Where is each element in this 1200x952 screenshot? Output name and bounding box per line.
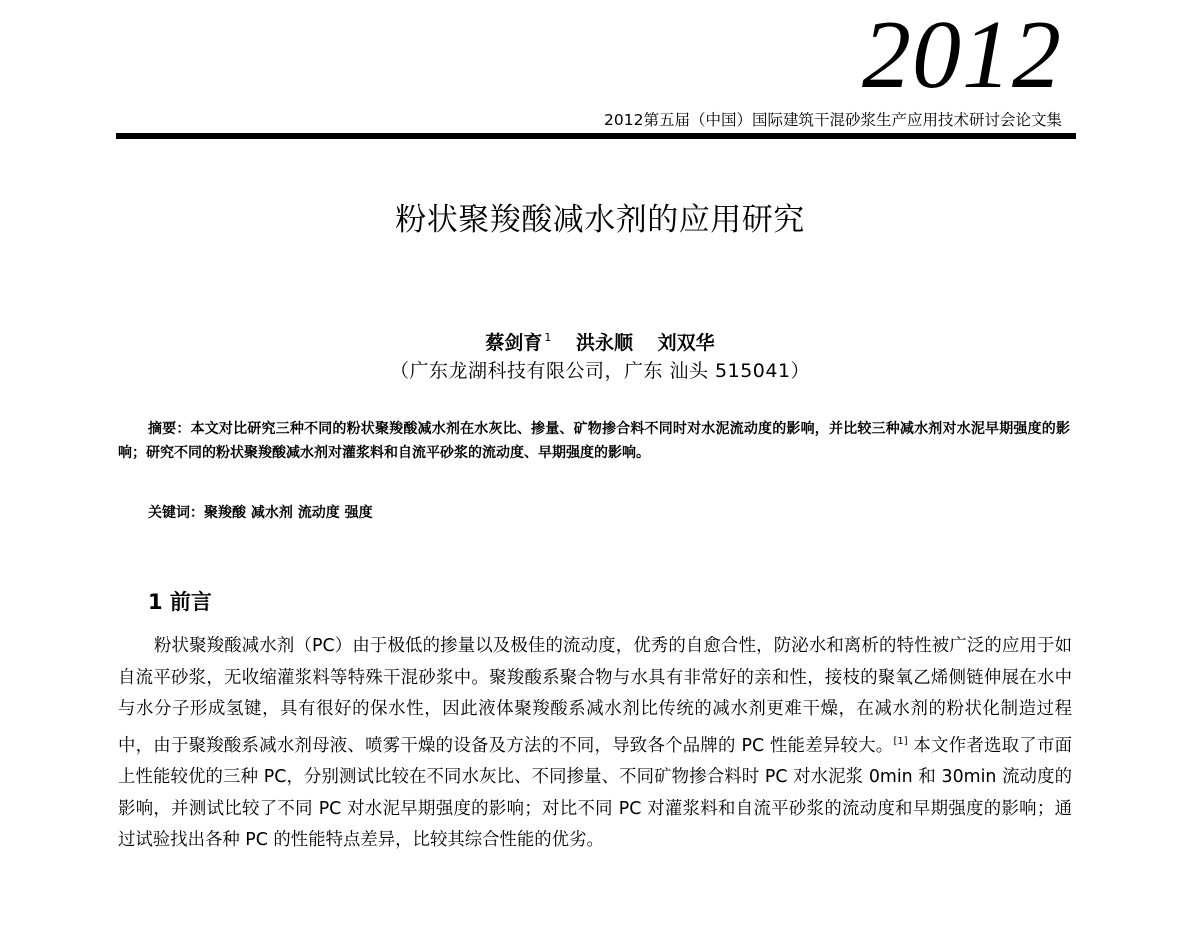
keywords-text: 聚羧酸 减水剂 流动度 强度 xyxy=(204,505,373,521)
author-name: 洪永顺 xyxy=(575,332,633,354)
header-rule xyxy=(116,133,1076,139)
author-3 xyxy=(658,332,715,354)
author-1 xyxy=(485,332,551,354)
abstract-text: 本文对比研究三种不同的粉状聚羧酸减水剂在水灰比、掺量、矿物掺合料不同时对水泥流动度的影响，并比较三种减水剂对水泥早期强度的影响；研究不同的粉状聚羧酸减水剂对灌浆料和自流平砂浆的流动度、早期强度的影响。 xyxy=(118,421,1070,461)
paragraph-text-part-2: 本文作者选取了市面上性能较优的三种 PC，分别测试比较在不同水灰比、不同掺量、不同矿物掺合料时 PC 对水泥浆 0min 和 30min 流动度的影响，并测试比较了不同 PC 对水泥早期强度的影响；对比不同 PC 对灌浆料和自流平砂浆的流动度和早期强度的影响；通过试验找出各种 PC 的性能特点差异，比较其综合性能的优劣。 xyxy=(118,735,1072,850)
header-year: 2012 xyxy=(862,1,1062,109)
section-heading: 1 前言 xyxy=(148,590,212,614)
citation-mark: [1] xyxy=(893,735,908,747)
author-name: 蔡剑育 xyxy=(485,332,543,354)
author-2 xyxy=(576,332,633,354)
paper-title: 粉状聚羧酸减水剂的应用研究 xyxy=(395,202,805,238)
abstract-label: 摘要： xyxy=(148,421,191,437)
author-list xyxy=(0,326,1200,355)
keywords-label: 关键词： xyxy=(148,505,204,521)
keywords xyxy=(148,502,373,524)
author-name: 刘双华 xyxy=(657,332,715,354)
affiliation-mark: 1 xyxy=(544,331,552,344)
affiliation: （广东龙湖科技有限公司，广东 汕头 515041） xyxy=(389,360,811,382)
paragraph-text-part-1: 粉状聚羧酸减水剂（PC）由于极低的掺量以及极佳的流动度，优秀的自愈合性，防泌水和离析的特性被广泛的应用于如自流平砂浆，无收缩灌浆料等特殊干混砂浆中。聚羧酸系聚合物与水具有非常好的亲和性，接枝的聚氧乙烯侧链伸展在水中与水分子形成氢键，具有很好的保水性，因此液体聚羧酸系减水剂比传统的减水剂更难干燥，在减水剂的粉状化制造过程中，由于聚羧酸系减水剂母液、喷雾干燥的设备及方法的不同，导致各个品牌的 PC 性能差异较大。 xyxy=(118,636,1072,756)
abstract xyxy=(118,417,1070,465)
section-paragraph xyxy=(118,631,1072,857)
running-head: 2012第五届（中国）国际建筑干混砂浆生产应用技术研讨会论文集 xyxy=(604,111,1062,129)
